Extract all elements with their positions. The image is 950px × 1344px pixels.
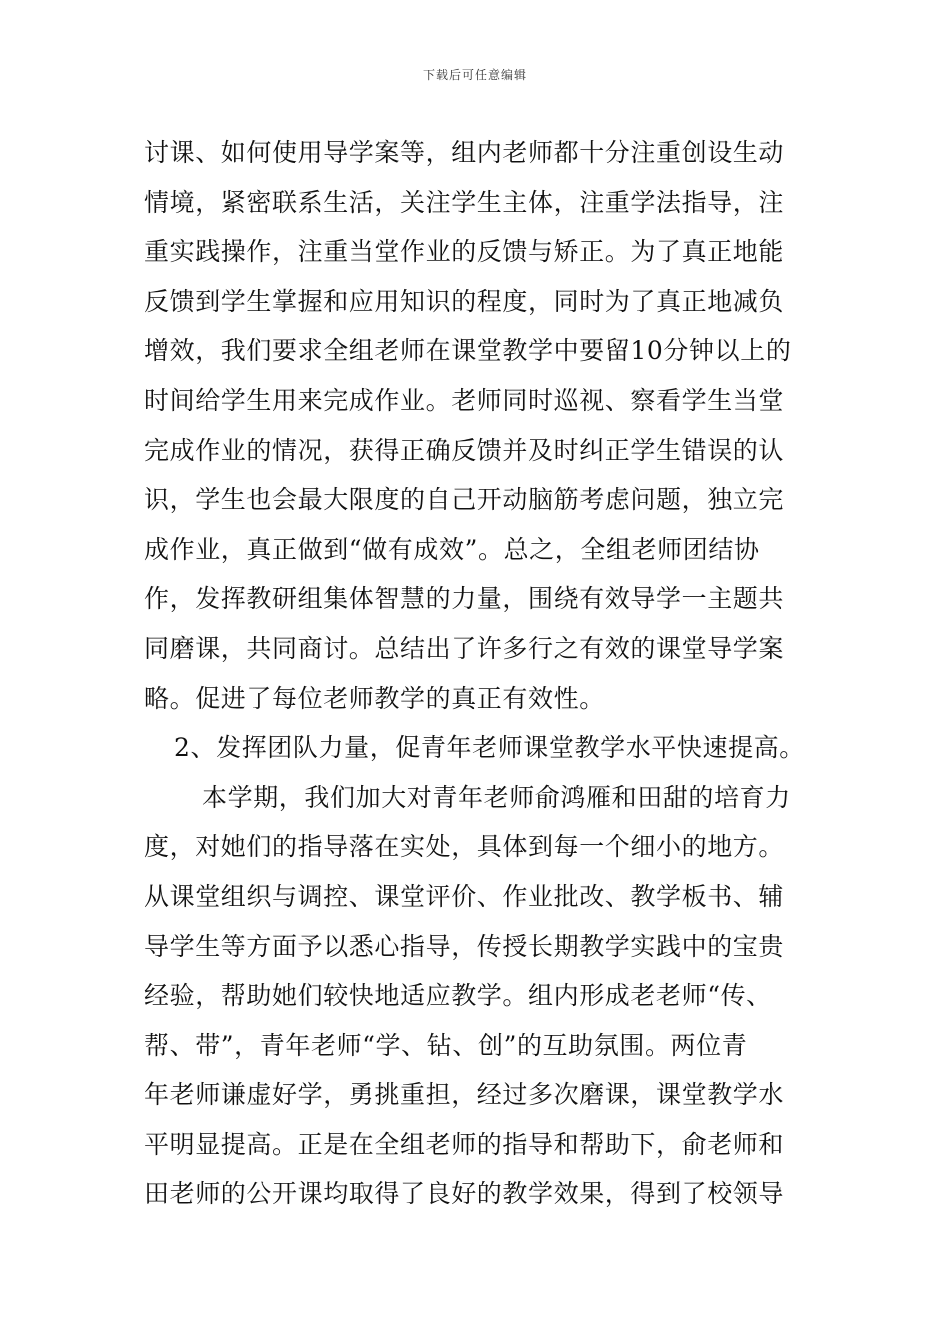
text-line: 从课堂组织与调控、课堂评价、作业批改、教学板书、辅 — [144, 881, 785, 911]
text-line: 成作业，真正做到“做有成效”。总之，全组老师团结协 — [144, 534, 760, 564]
text-line: 完成作业的情况，获得正确反馈并及时纠正学生错误的认 — [144, 435, 785, 465]
text-line: 平明显提高。正是在全组老师的指导和帮助下，俞老师和 — [144, 1129, 785, 1159]
document-body — [144, 128, 824, 1219]
text-line: 帮、带”，青年老师“学、钻、创”的互助氛围。两位青 — [144, 1030, 748, 1060]
text-line: 讨课、如何使用导学案等，组内老师都十分注重创设生动 — [144, 138, 785, 167]
text-line: 导学生等方面予以悉心指导，传授长期教学实践中的宝贵 — [144, 931, 785, 961]
header-note: 下载后可任意编辑 — [422, 68, 527, 82]
text-line: 重实践操作，注重当堂作业的反馈与矫正。为了真正地能 — [144, 237, 785, 267]
text-line: 反馈到学生掌握和应用知识的程度，同时为了真正地减负 — [144, 286, 785, 316]
text-line: 增效，我们要求全组老师在课堂教学中要留10分钟以上的 — [144, 336, 792, 366]
text-line: 度，对她们的指导落在实处，具体到每一个细小的地方。 — [144, 832, 785, 862]
text-line: 时间给学生用来完成作业。老师同时巡视、察看学生当堂 — [144, 385, 785, 415]
text-line: 年老师谦虚好学，勇挑重担，经过多次磨课，课堂教学水 — [144, 1080, 785, 1110]
text-line: 田老师的公开课均取得了良好的教学效果，得到了校领导 — [144, 1179, 785, 1209]
text-line: 经验，帮助她们较快地适应教学。组内形成老老师“传、 — [144, 981, 772, 1011]
text-line: 识，学生也会最大限度的自己开动脑筋考虑问题，独立完 — [144, 485, 785, 515]
section-heading-line: 2、发挥团队力量，促青年老师课堂教学水平快速提高。 — [174, 733, 805, 763]
paragraph-first-line: 本学期，我们加大对青年老师俞鸿雁和田甜的培育力 — [202, 782, 791, 812]
text-line: 略。促进了每位老师教学的真正有效性。 — [144, 683, 605, 713]
text-line: 同磨课，共同商讨。总结出了许多行之有效的课堂导学案 — [144, 633, 785, 663]
text-line: 作，发挥教研组集体智慧的力量，围绕有效导学一主题共 — [144, 584, 785, 614]
text-line: 情境，紧密联系生活，关注学生主体，注重学法指导，注 — [144, 187, 785, 217]
